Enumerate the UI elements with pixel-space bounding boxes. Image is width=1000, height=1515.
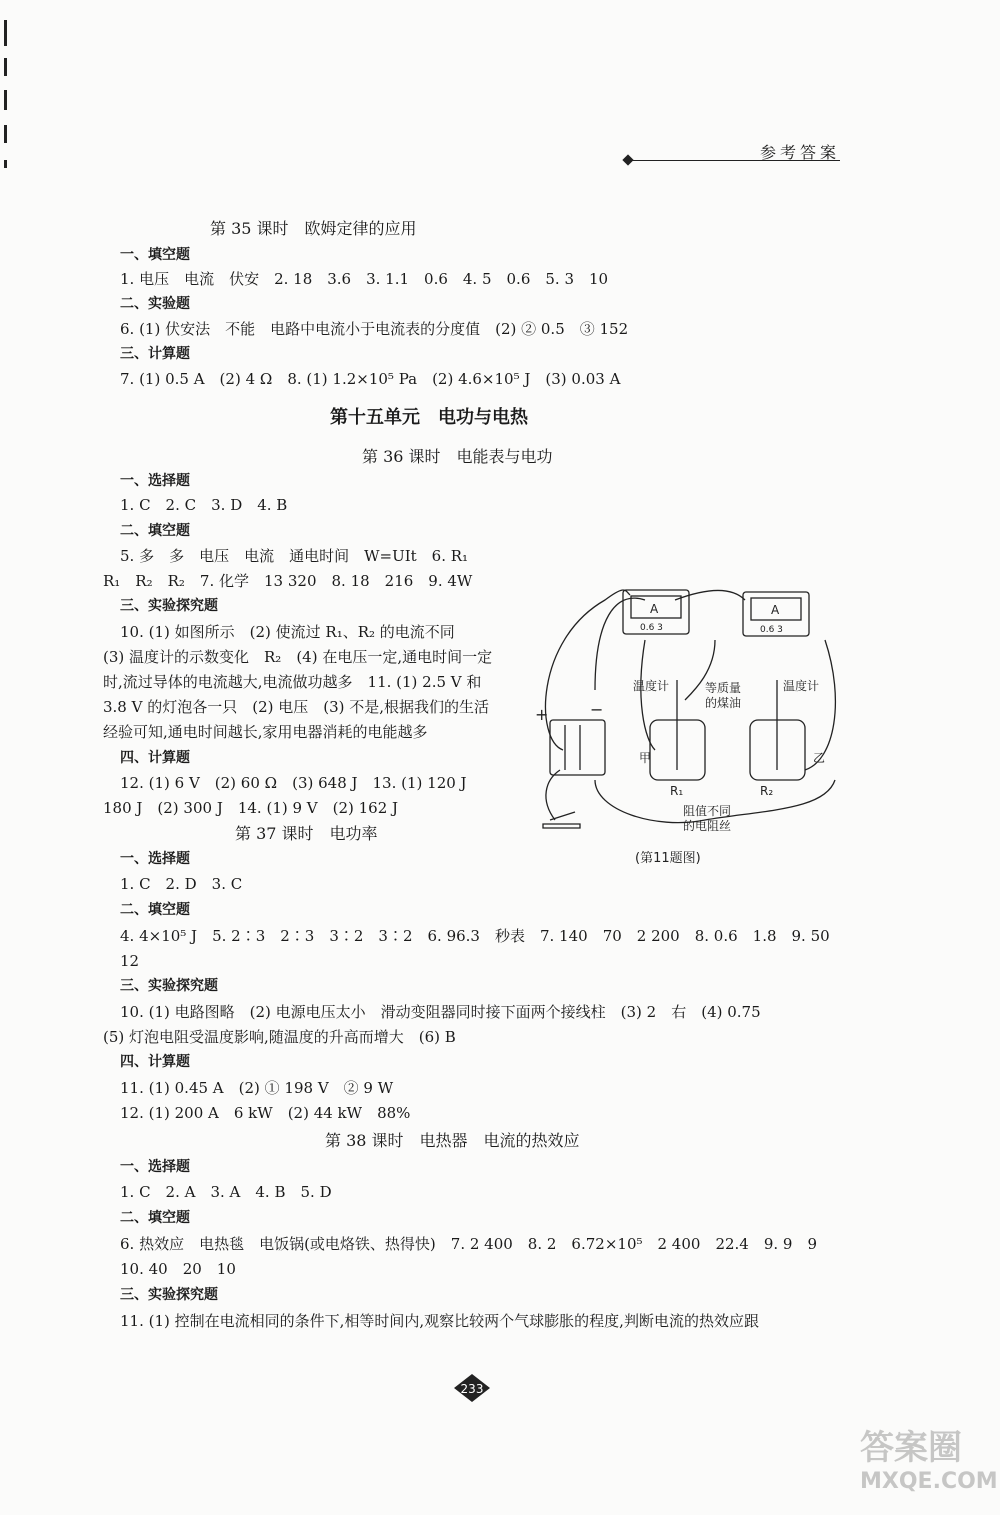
answer-line: 7. (1) 0.5 A (2) 4 Ω 8. (1) 1.2×10⁵ Pa (2) 4.6×10⁵ J (3) 0.03 A [120, 370, 621, 388]
answer-line: 6. (1) 伏安法 不能 电路中电流小于电流表的分度值 (2) ② 0.5 ③ 152 [120, 320, 629, 338]
label-thermometer-left: 温度计 [633, 679, 670, 693]
ammeter-right-scale: 0.6 3 [760, 625, 783, 635]
section-heading: 四、计算题 [120, 750, 190, 766]
answer-line: 1. C 2. C 3. D 4. B [120, 496, 288, 514]
answer-line: 10. (1) 电路图略 (2) 电源电压太小 滑动变阻器同时接下面两个接线柱 (3) 2 右 (4) 0.75 [120, 1003, 761, 1021]
answer-line: 10. (1) 如图所示 (2) 使流过 R₁、R₂ 的电流不同 [120, 623, 455, 641]
answer-line: (5) 灯泡电阻受温度影响,随温度的升高而增大 (6) B [103, 1028, 456, 1046]
section-heading: 一、选择题 [120, 851, 190, 867]
section-heading: 三、实验探究题 [120, 978, 218, 994]
answer-line: 180 J (2) 300 J 14. (1) 9 V (2) 162 J [103, 799, 399, 817]
section-heading: 三、实验探究题 [120, 1287, 218, 1303]
label-oil-1: 等质量 [705, 681, 742, 695]
answer-line: 1. 电压 电流 伏安 2. 18 3.6 3. 1.1 0.6 4. 5 0.6 5. 3 10 [120, 270, 609, 288]
page-number: 233 [460, 1382, 484, 1396]
answer-line: 12. (1) 200 A 6 kW (2) 44 kW 88% [120, 1104, 411, 1122]
lesson-title: 第 38 课时 电热器 电流的热效应 [325, 1131, 580, 1150]
label-r2: R₂ [760, 784, 774, 798]
label-resistor-1: 阻值不同 [683, 804, 732, 818]
label-thermometer-right: 温度计 [783, 679, 820, 693]
running-header: 参考答案 [760, 143, 841, 162]
answer-line: 11. (1) 0.45 A (2) ① 198 V ② 9 W [120, 1079, 394, 1097]
section-heading: 四、计算题 [120, 1054, 190, 1070]
answer-line: 时,流过导体的电流越大,电流做功越多 11. (1) 2.5 V 和 [103, 673, 482, 691]
lesson-title: 第 37 课时 电功率 [235, 824, 378, 843]
answer-line: 10. 40 20 10 [120, 1260, 236, 1278]
page-number-badge [450, 1372, 494, 1404]
answer-line: 12 [120, 952, 140, 970]
section-heading: 一、填空题 [120, 247, 190, 263]
answer-line: 1. C 2. D 3. C [120, 875, 243, 893]
label-r1: R₁ [670, 784, 684, 798]
section-heading: 二、实验题 [120, 296, 190, 312]
answer-line: 3.8 V 的灯泡各一只 (2) 电压 (3) 不是,根据我们的生活 [103, 698, 490, 716]
label-minus: − [590, 700, 604, 719]
answer-line: 12. (1) 6 V (2) 60 Ω (3) 648 J 13. (1) 120 J [120, 774, 467, 792]
label-yi: 乙 [813, 751, 826, 765]
page-edge-marks [0, 0, 14, 180]
watermark-domain: MXQE.COM [860, 1469, 998, 1494]
label-resistor-2: 的电阻丝 [683, 819, 732, 833]
answer-line: 4. 4×10⁵ J 5. 2∶3 2∶3 3∶2 3∶2 6. 96.3 秒表 7. 140 70 2 200 8. 0.6 1.8 9. 50 [120, 927, 830, 945]
label-oil-2: 的煤油 [705, 696, 742, 710]
lesson-title: 第 36 课时 电能表与电功 [362, 447, 553, 466]
label-jia: 甲 [639, 751, 652, 765]
answer-line: 1. C 2. A 3. A 4. B 5. D [120, 1183, 332, 1201]
circuit-figure [535, 580, 855, 870]
watermark-text: 答案圈 [860, 1428, 962, 1468]
answer-line: (3) 温度计的示数变化 R₂ (4) 在电压一定,通电时间一定 [103, 648, 493, 666]
ammeter-left-a: A [650, 602, 659, 616]
answer-line: 5. 多 多 电压 电流 通电时间 W=UIt 6. R₁ [120, 547, 469, 565]
lesson-title: 第 35 课时 欧姆定律的应用 [210, 219, 417, 238]
section-heading: 一、选择题 [120, 473, 190, 489]
answer-line: 经验可知,通电时间越长,家用电器消耗的电能越多 [103, 723, 428, 741]
section-heading: 三、实验探究题 [120, 598, 218, 614]
answer-line: R₁ R₂ R₂ 7. 化学 13 320 8. 18 216 9. 4W [103, 572, 473, 590]
figure-caption: (第11题图) [635, 851, 701, 866]
section-heading: 二、填空题 [120, 902, 190, 918]
watermark-logo [860, 1420, 998, 1510]
unit-title: 第十五单元 电功与电热 [330, 407, 528, 428]
section-heading: 二、填空题 [120, 523, 190, 539]
ammeter-left-scale: 0.6 3 [640, 623, 663, 633]
section-heading: 一、选择题 [120, 1159, 190, 1175]
answer-line: 11. (1) 控制在电流相同的条件下,相等时间内,观察比较两个气球膨胀的程度,判断电流的热效应跟 [120, 1312, 759, 1330]
section-heading: 三、计算题 [120, 346, 190, 362]
ammeter-right-a: A [771, 603, 780, 617]
label-plus: + [535, 705, 549, 724]
section-heading: 二、填空题 [120, 1210, 190, 1226]
answer-line: 6. 热效应 电热毯 电饭锅(或电烙铁、热得快) 7. 2 400 8. 2 6.72×10⁵ 2 400 22.4 9. 9 9 [120, 1235, 818, 1253]
